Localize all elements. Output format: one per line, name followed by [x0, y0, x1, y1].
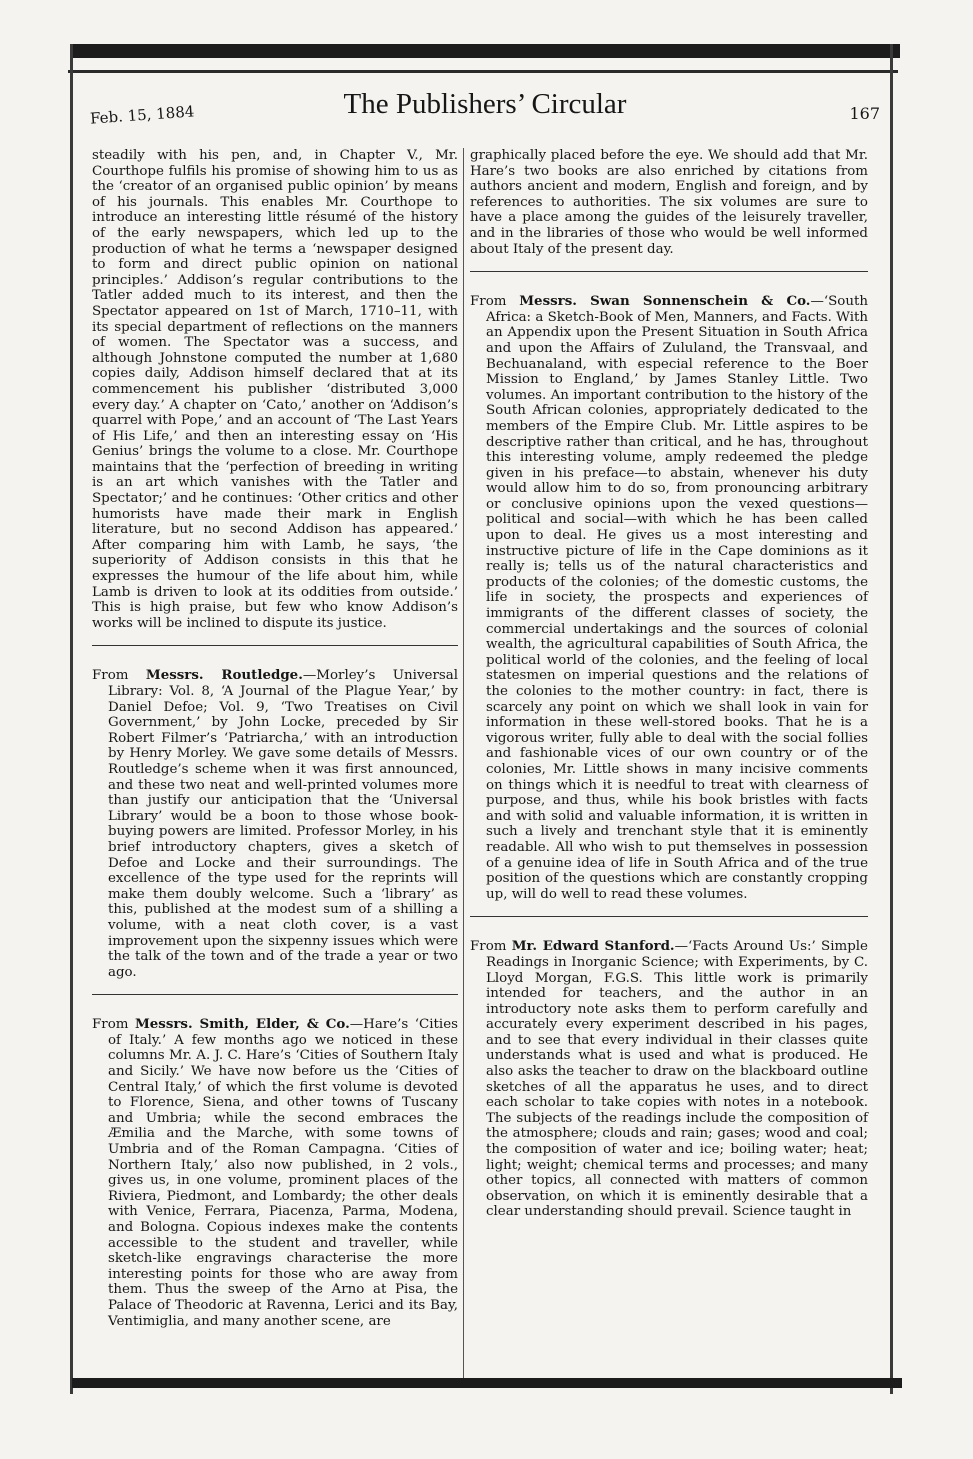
section-rule — [470, 271, 868, 272]
section-rule — [470, 916, 868, 917]
section-rule — [92, 994, 458, 995]
publisher-name: Messrs. Swan Sonnenschein & Co. — [519, 293, 811, 310]
left-frame-line — [70, 44, 73, 1394]
publisher-name: Mr. Edward Stanford. — [511, 938, 675, 955]
hare-continued-paragraph: graphically placed before the eye. We should add that Mr. Hare’s two books are also enriched by citations from authors ancient and modern, English and foreign, and by references to authorities. The six volumes are sure to have a place among the guides of the leisurely traveller, and in the libraries of those who would be well informed about Italy of the present day. — [470, 148, 868, 257]
top-border-bar — [72, 44, 900, 58]
header-rule — [68, 70, 898, 73]
right-frame-line — [890, 44, 893, 1394]
page-title: The Publishers’ Circular — [343, 88, 627, 120]
publisher-name: Messrs. Smith, Elder, & Co. — [134, 1016, 350, 1033]
courthope-continued-paragraph: steadily with his pen, and, in Chapter V., Mr. Courthope fulfils his promise of showing him to us as the ‘creator of an organised public opinion’ by means of his journals. This enables Mr. Courthope to introduce an interesting little résumé of the history of the early newspapers, which led up to the production of what he terms a ‘newspaper designed to form and direct public opinion on national principles.’ Addison’s regular contributions to the Tatler added much to its interest, and then the Spectator appeared on 1st of March, 1710–11, with its special department of reflections on the manners of women. The Spectator was a success, and although Johnstone computed the number at 1,680 copies daily, Addison himself declared that at its commencement his publisher ‘distributed 3,000 every day.’ A chapter on ‘Cato,’ another on ‘Addison’s quarrel with Pope,’ and an account of ‘The Last Years of His Life,’ and then an interesting essay on ‘His Genius’ brings the volume to a close. Mr. Courthope maintains that the ‘perfection of breeding in writing is an art which vanishes with the Tatler and Spectator;’ and he continues: ‘Other critics and other humorists have made their mark in English literature, but no second Addison has appeared.’ After comparing him with Lamb, he says, ‘the superiority of Addison consists in this that he expresses the humour of the life about him, while Lamb is driven to look at its oddities from outside.’ This is high praise, but few who know Addison’s works will be inclined to dispute its justice. — [92, 148, 458, 631]
column-divider — [463, 148, 464, 1378]
right-column — [470, 148, 868, 1220]
bottom-border-bar — [72, 1378, 902, 1388]
issue-date: Feb. 15, 1884 — [89, 102, 195, 128]
swan-sonnenschein-entry — [470, 294, 868, 902]
left-column — [92, 148, 458, 1329]
routledge-entry — [92, 668, 458, 980]
entry-text: —Morley’s Universal Library: Vol. 8, ‘A Journal of the Plague Year,’ by Daniel Defoe; Vol. 9, ‘Two Treatises on Civil Government,’ by John Locke, preceded by Sir Robert Filmer’s ‘Patriarcha,’ with an introduction by Henry Morley. We gave some details of Messrs. Routledge’s scheme when it was first announced, and these two neat and well-printed volumes more than justify our anticipation that the ‘Universal Library’ would be a boon to those whose book-buying powers are limited. Professor Morley, in his brief introductory chapters, gives a sketch of Defoe and Locke and their surroundings. The excellence of the type used for the reprints will make them doubly welcome. Such a ‘library’ as this, published at the modest sum of a shilling a volume, with a neat cloth cover, is a vast improvement upon the sixpenny issues which were the talk of the town and of the trade a year or two ago. — [108, 668, 458, 980]
section-rule — [92, 645, 458, 646]
from-label: From — [470, 939, 512, 955]
from-label: From — [92, 1017, 135, 1033]
from-label: From — [92, 668, 146, 684]
page-header — [90, 88, 880, 128]
publisher-name: Messrs. Routledge. — [145, 667, 303, 684]
entry-text: —Hare’s ‘Cities of Italy.’ A few months ago we noticed in these columns Mr. A. J. C. Hare’s ‘Cities of Southern Italy and Sicily.’ We have now before us the ‘Cities of Central Italy,’ of which the first volume is devoted to Florence, Siena, and other towns of Tuscany and Umbria; while the second embraces the Æmilia and the Marche, with some towns of Umbria and of the Roman Campagna. ‘Cities of Northern Italy,’ also now published, in 2 vols., gives us, in one volume, prominent places of the Riviera, Piedmont, and Lombardy; the other deals with Venice, Ferrara, Piacenza, Parma, Modena, and Bologna. Copious indexes make the contents accessible to the student and traveller, while sketch-like engravings characterise the more interesting points for those who are away from them. Thus the sweep of the Arno at Pisa, the Palace of Theodoric at Ravenna, Lerici and its Bay, Ventimiglia, and many another scene, are — [108, 1017, 458, 1329]
page-number: 167 — [849, 104, 880, 123]
entry-text: —‘South Africa: a Sketch-Book of Men, Manners, and Facts. With an Appendix upon the Present Situation in South Africa and upon the Affairs of Zululand, the Transvaal, and Bechuanaland, with especial reference to the Boer Mission to England,’ by James Stanley Little. Two volumes. An important contribution to the history of the South African colonies, appropriately dedicated to the members of the Empire Club. Mr. Little aspires to be descriptive rather than critical, and he has, throughout this interesting volume, amply redeemed the pledge given in his preface—to abstain, whenever his duty would allow him to do so, from pronouncing arbitrary or conclusive opinions upon the vexed questions—political and social—with which he has been called upon to deal. He gives us a most interesting and instructive picture of life in the Cape dominions as it really is; tells us of the natural characteristics and products of the colonies; of the domestic customs, the life in society, the prospects and experiences of immigrants of the different classes of society, the commercial undertakings and the sources of colonial wealth, the agricultural capabilities of South Africa, the political world of the colonies, and the feeling of local statesmen on imperial questions and the relations of the colonies to the mother country: in fact, there is scarcely any point on which we shall look in vain for information in these well-stored books. That he is a vigorous writer, fully able to deal with the social follies and fashionable vices of our own country or of the colonies, Mr. Little shows in many incisive comments on things which it is needful to treat with clearness of purpose, and thus, while his book bristles with facts and with solid and valuable information, it is written in such a lively and trenchant style that it is eminently readable. All who wish to put themselves in possession of a genuine idea of life in South Africa and of the true position of the questions which are constantly cropping up, will do well to read these volumes. — [486, 294, 868, 902]
entry-text: —‘Facts Around Us:’ Simple Readings in Inorganic Science; with Experiments, by C. Lloyd Morgan, F.G.S. This little work is primarily intended for teachers, and the author in an introductory note asks them to perform carefully and accurately every experiment described in his pages, and to see that every individual in their classes quite understands what is used and what is produced. He also asks the teacher to draw on the blackboard outline sketches of all the apparatus he uses, and to direct each scholar to take copies with notes in a notebook. The subjects of the readings include the composition of the atmosphere; clouds and rain; gases; wood and coal; the composition of water and ice; boiling water; heat; light; weight; chemical terms and processes; and many other topics, all connected with matters of common observation, on which it is eminently desirable that a clear understanding should prevail. Science taught in — [486, 939, 868, 1220]
smith-elder-entry — [92, 1017, 458, 1329]
stanford-entry — [470, 939, 868, 1220]
from-label: From — [470, 294, 520, 310]
